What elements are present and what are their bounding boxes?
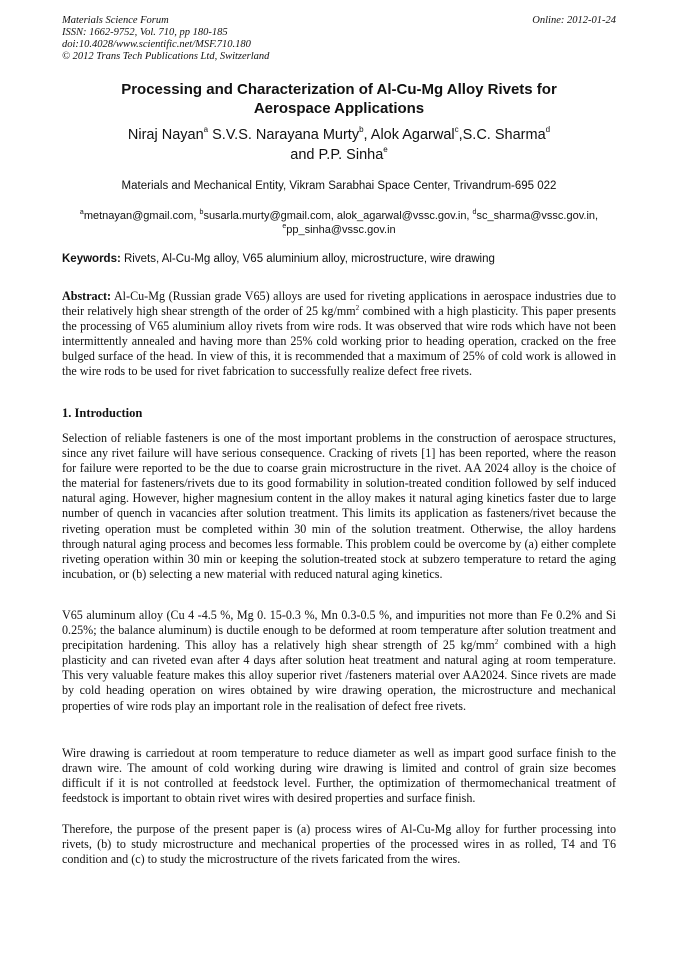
doi-line: doi:10.4028/www.scientific.net/MSF.710.180: [62, 39, 251, 50]
email-link: susarla.murty@gmail.com, alok_agarwal@vssc.gov.in,: [203, 210, 473, 222]
email-superscript: b: [199, 209, 204, 216]
online-date: Online: 2012-01-24: [532, 15, 616, 26]
abstract-text: Al-Cu-Mg (Russian grade V65) alloys are used for riveting applications in aerospace industries due to their relatively high shear strength of the order of 25 kg/mm: [62, 289, 616, 319]
author-name: ,S.C. Sharma: [458, 127, 546, 143]
abstract-superscript: 2: [355, 304, 360, 313]
email-link: pp_sinha@vssc.gov.in: [286, 224, 396, 236]
author-list: [62, 125, 616, 165]
section-heading-introduction: 1. Introduction: [62, 406, 143, 420]
paragraph-text: combined with a high plasticity and can riveted evan after 4 days after solution heat treatment and natural aging at room temperature. This very valuable feature makes this alloy superior rivet /fasteners material over AA2024. Since rivets are made by cold heading operation on wires obtained by wire drawing operation, the microstructure and mechanical properties of wire rods play an important role in the realisation of defect free rivets.: [62, 638, 617, 713]
journal-name: Materials Science Forum: [62, 15, 169, 26]
body-paragraph: Therefore, the purpose of the present paper is (a) process wires of Al-Cu-Mg alloy for further processing into rivets, (b) to study microstructure and mechanical properties of the processed wires in as rolled, T4 and T6 condition and (c) to study the microstructure of the rivets faricated from the wires.: [62, 822, 616, 867]
journal-header: [62, 15, 616, 63]
abstract-label: Abstract:: [62, 289, 112, 303]
author-superscript: a: [203, 125, 209, 134]
abstract: [62, 289, 616, 380]
author-name: S.V.S. Narayana Murty: [208, 127, 360, 143]
paragraph-superscript: 2: [494, 638, 499, 647]
issn-line: ISSN: 1662-9752, Vol. 710, pp 180-185: [62, 27, 228, 38]
email-superscript: e: [282, 223, 287, 230]
email-link: sc_sharma@vssc.gov.in,: [476, 210, 599, 222]
title-line-2: Aerospace Applications: [253, 100, 425, 117]
body-paragraph: Selection of reliable fasteners is one of the most important problems in the construction of aerospace structures, since any rivet failure will have serious consequence. Cracking of rivets [1] has been reported, where the reason for failure were reported to be the due to coarse grain microstructure in the rivet. AA 2024 alloy is the choice of the material for fasteners/rivets due to its good formability in solution-treated condition followed by self induced natural aging. However, higher magnesium content in the alloy makes it natural aging kinetics faster due to large number of quench in vacancies after solution treatment. This limits its application as fasteners/rivet because the riveting operation must be completed within 30 min of the solution treatment. Otherwise, the alloy hardens through natural aging process and becomes less formable. This problem could be overcome by (a) either complete riveting operation within 30 min or keeping the solution-treated stock at subzero temperature to retard the aging incubation, or (b) selecting a new material with reduced natural aging kinetics.: [62, 431, 616, 581]
email-link: metnayan@gmail.com,: [83, 210, 200, 222]
author-superscript: b: [359, 125, 364, 134]
paper-title: [62, 80, 616, 118]
body-paragraph: Wire drawing is carriedout at room temperature to reduce diameter as well as impart good surface finish to the drawn wire. The amount of cold working during wire drawing is limited and control of grain size becomes difficult if it is not controlled at feedstock level. Further, the optimization of thermomechanical treatment of feedstock is important to obtain rivet wires with desired properties and surface finish.: [62, 746, 616, 806]
author-name: and P.P. Sinha: [290, 147, 384, 163]
abstract-text: combined with a high plasticity. This paper presents the processing of V65 aluminium alloy rivets from wire rods. It was observed that wire rods which have not been intermittently annealed and having more than 25% cold working prior to heading operation, cracked on the free bulged surface of the head. In view of this, it is recommended that a maximum of 25% of cold work is allowed in the wire rods to be used for rivet fabrication to successfully realize defect free rivets.: [62, 304, 616, 379]
body-paragraph: [62, 608, 616, 714]
email-superscript: a: [79, 209, 84, 216]
keywords-label: Keywords:: [62, 253, 121, 265]
author-superscript: c: [454, 125, 459, 134]
copyright-line: © 2012 Trans Tech Publications Ltd, Switzerland: [62, 51, 270, 62]
email-superscript: d: [472, 209, 477, 216]
author-name: Niraj Nayan: [127, 127, 204, 143]
paragraph-text: V65 aluminum alloy (Cu 4 -4.5 %, Mg 0. 15-0.3 %, Mn 0.3-0.5 %, and impurities not more than Fe 0.2% and Si 0.25%; the balance aluminum) is ductile enough to be deformed at room temperature after solution treatment and precipitation hardening. This alloy has a relatively high shear strength of 25 kg/mm: [62, 608, 616, 653]
keywords: [62, 253, 616, 265]
keywords-text: Rivets, Al-Cu-Mg alloy, V65 aluminium alloy, microstructure, wire drawing: [120, 253, 495, 265]
author-emails: [62, 209, 616, 237]
author-superscript: e: [383, 145, 388, 154]
author-superscript: d: [545, 125, 551, 134]
author-name: , Alok Agarwal: [363, 127, 455, 143]
affiliation: Materials and Mechanical Entity, Vikram Sarabhai Space Center, Trivandrum-695 022: [121, 180, 557, 192]
title-line-1: Processing and Characterization of Al-Cu-Mg Alloy Rivets for: [121, 81, 557, 98]
